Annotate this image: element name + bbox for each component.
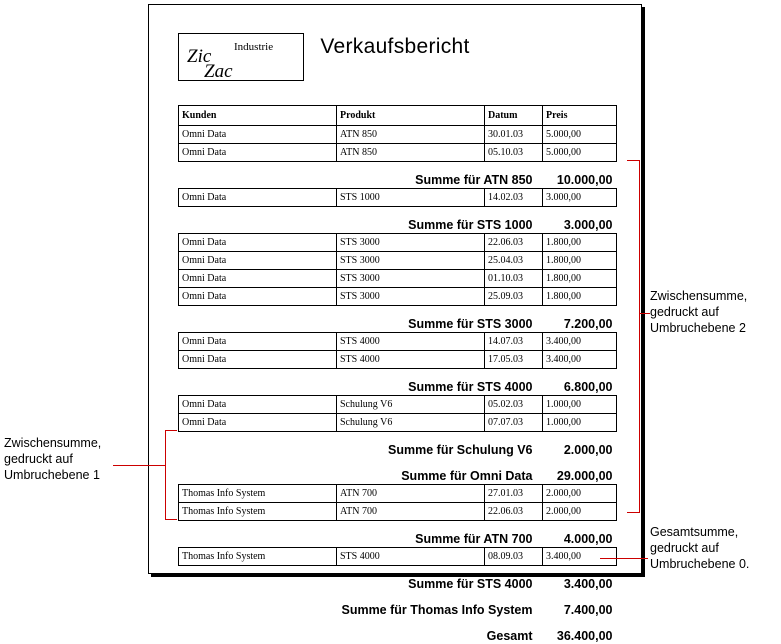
report-table-container — [178, 105, 616, 644]
summary-value: 36.400,00 — [543, 618, 617, 644]
table-row — [179, 351, 617, 369]
cell-preis: 1.000,00 — [543, 396, 617, 414]
cell-kunde: Omni Data — [179, 396, 337, 414]
cell-preis: 1.800,00 — [543, 288, 617, 306]
cell-preis: 1.800,00 — [543, 270, 617, 288]
cell-datum: 22.06.03 — [485, 234, 543, 252]
table-row — [179, 288, 617, 306]
table-row — [179, 396, 617, 414]
summary-label: Summe für Omni Data — [179, 458, 543, 485]
cell-preis: 1.000,00 — [543, 414, 617, 432]
cell-preis: 1.800,00 — [543, 234, 617, 252]
cell-kunde: Omni Data — [179, 234, 337, 252]
cell-kunde: Omni Data — [179, 333, 337, 351]
cell-kunde: Omni Data — [179, 351, 337, 369]
summary-label: Summe für STS 1000 — [179, 207, 543, 234]
summary-value: 7.200,00 — [543, 306, 617, 333]
annotation-level0: Gesamtsumme, gedruckt auf Umbruchebene 0. — [650, 524, 780, 572]
cell-produkt: Schulung V6 — [337, 396, 485, 414]
cell-preis: 5.000,00 — [543, 144, 617, 162]
column-header-preis: Preis — [543, 106, 617, 126]
bracket-level1-vertical — [165, 430, 166, 519]
cell-preis: 3.000,00 — [543, 189, 617, 207]
cell-kunde: Omni Data — [179, 414, 337, 432]
cell-datum: 25.09.03 — [485, 288, 543, 306]
table-row — [179, 234, 617, 252]
cell-datum: 30.01.03 — [485, 126, 543, 144]
cell-kunde: Thomas Info System — [179, 503, 337, 521]
cell-datum: 25.04.03 — [485, 252, 543, 270]
summary-value: 2.000,00 — [543, 432, 617, 459]
cell-preis: 2.000,00 — [543, 503, 617, 521]
cell-produkt: ATN 700 — [337, 485, 485, 503]
cell-kunde: Thomas Info System — [179, 548, 337, 566]
cell-produkt: STS 3000 — [337, 252, 485, 270]
summary-label: Summe für STS 3000 — [179, 306, 543, 333]
cell-produkt: Schulung V6 — [337, 414, 485, 432]
column-header-produkt: Produkt — [337, 106, 485, 126]
logo-text-zic: Zic — [187, 46, 211, 68]
column-header-kunden: Kunden — [179, 106, 337, 126]
table-row — [179, 333, 617, 351]
table-row — [179, 503, 617, 521]
cell-datum: 01.10.03 — [485, 270, 543, 288]
cell-preis: 3.400,00 — [543, 351, 617, 369]
table-header-row — [179, 106, 617, 126]
cell-preis: 3.400,00 — [543, 548, 617, 566]
table-row — [179, 252, 617, 270]
cell-datum: 07.07.03 — [485, 414, 543, 432]
cell-preis: 5.000,00 — [543, 126, 617, 144]
bracket-level1-bottom — [165, 519, 177, 520]
cell-produkt: ATN 700 — [337, 503, 485, 521]
summary-row-level-1 — [179, 458, 617, 485]
cell-kunde: Thomas Info System — [179, 485, 337, 503]
summary-row-level-2 — [179, 369, 617, 396]
cell-datum: 08.09.03 — [485, 548, 543, 566]
page-title: Verkaufsbericht — [149, 35, 641, 59]
summary-value: 6.800,00 — [543, 369, 617, 396]
summary-label: Summe für ATN 700 — [179, 521, 543, 548]
summary-value: 29.000,00 — [543, 458, 617, 485]
summary-label: Summe für STS 4000 — [179, 566, 543, 593]
summary-row-level-2 — [179, 521, 617, 548]
report-page — [148, 4, 642, 574]
summary-value: 3.400,00 — [543, 566, 617, 593]
summary-row-level-2 — [179, 162, 617, 189]
bracket-level2-leader — [639, 313, 650, 314]
summary-value: 3.000,00 — [543, 207, 617, 234]
cell-datum: 14.07.03 — [485, 333, 543, 351]
cell-preis: 2.000,00 — [543, 485, 617, 503]
bracket-level1-leader — [113, 465, 165, 466]
cell-datum: 05.02.03 — [485, 396, 543, 414]
cell-produkt: STS 3000 — [337, 288, 485, 306]
table-row — [179, 414, 617, 432]
cell-produkt: STS 1000 — [337, 189, 485, 207]
cell-datum: 14.02.03 — [485, 189, 543, 207]
cell-kunde: Omni Data — [179, 126, 337, 144]
cell-produkt: STS 3000 — [337, 234, 485, 252]
report-table-body — [179, 126, 617, 644]
summary-row-level-2 — [179, 432, 617, 459]
summary-label: Summe für Schulung V6 — [179, 432, 543, 459]
column-header-datum: Datum — [485, 106, 543, 126]
summary-label: Summe für ATN 850 — [179, 162, 543, 189]
cell-produkt: ATN 850 — [337, 126, 485, 144]
bracket-level0-leader — [600, 558, 648, 559]
cell-kunde: Omni Data — [179, 288, 337, 306]
summary-row-level-2 — [179, 566, 617, 593]
cell-produkt: STS 3000 — [337, 270, 485, 288]
annotation-level2: Zwischensumme, gedruckt auf Umbruchebene 2 — [650, 288, 780, 336]
cell-produkt: STS 4000 — [337, 333, 485, 351]
cell-kunde: Omni Data — [179, 189, 337, 207]
summary-row-level-1 — [179, 592, 617, 618]
table-row — [179, 126, 617, 144]
cell-kunde: Omni Data — [179, 144, 337, 162]
cell-produkt: STS 4000 — [337, 351, 485, 369]
table-row — [179, 189, 617, 207]
cell-kunde: Omni Data — [179, 270, 337, 288]
cell-datum: 05.10.03 — [485, 144, 543, 162]
cell-produkt: ATN 850 — [337, 144, 485, 162]
logo-text-zac: Zac — [204, 61, 233, 83]
summary-value: 7.400,00 — [543, 592, 617, 618]
annotation-level1: Zwischensumme, gedruckt auf Umbruchebene 1 — [4, 435, 146, 483]
cell-preis: 3.400,00 — [543, 333, 617, 351]
table-row — [179, 548, 617, 566]
table-row — [179, 485, 617, 503]
bracket-level2-top — [627, 160, 640, 161]
logo-text-industrie: Industrie — [234, 41, 273, 53]
summary-label: Summe für STS 4000 — [179, 369, 543, 396]
summary-row-level-2 — [179, 306, 617, 333]
summary-label: Gesamt — [179, 618, 543, 644]
bracket-level2-vertical — [639, 160, 640, 512]
cell-preis: 1.800,00 — [543, 252, 617, 270]
summary-value: 10.000,00 — [543, 162, 617, 189]
table-row — [179, 270, 617, 288]
cell-kunde: Omni Data — [179, 252, 337, 270]
summary-row-level-0 — [179, 618, 617, 644]
cell-produkt: STS 4000 — [337, 548, 485, 566]
summary-value: 4.000,00 — [543, 521, 617, 548]
summary-label: Summe für Thomas Info System — [179, 592, 543, 618]
report-table — [178, 105, 617, 644]
bracket-level1-top — [165, 430, 177, 431]
cell-datum: 17.05.03 — [485, 351, 543, 369]
table-row — [179, 144, 617, 162]
cell-datum: 27.01.03 — [485, 485, 543, 503]
cell-datum: 22.06.03 — [485, 503, 543, 521]
summary-row-level-2 — [179, 207, 617, 234]
bracket-level2-bottom — [627, 512, 640, 513]
